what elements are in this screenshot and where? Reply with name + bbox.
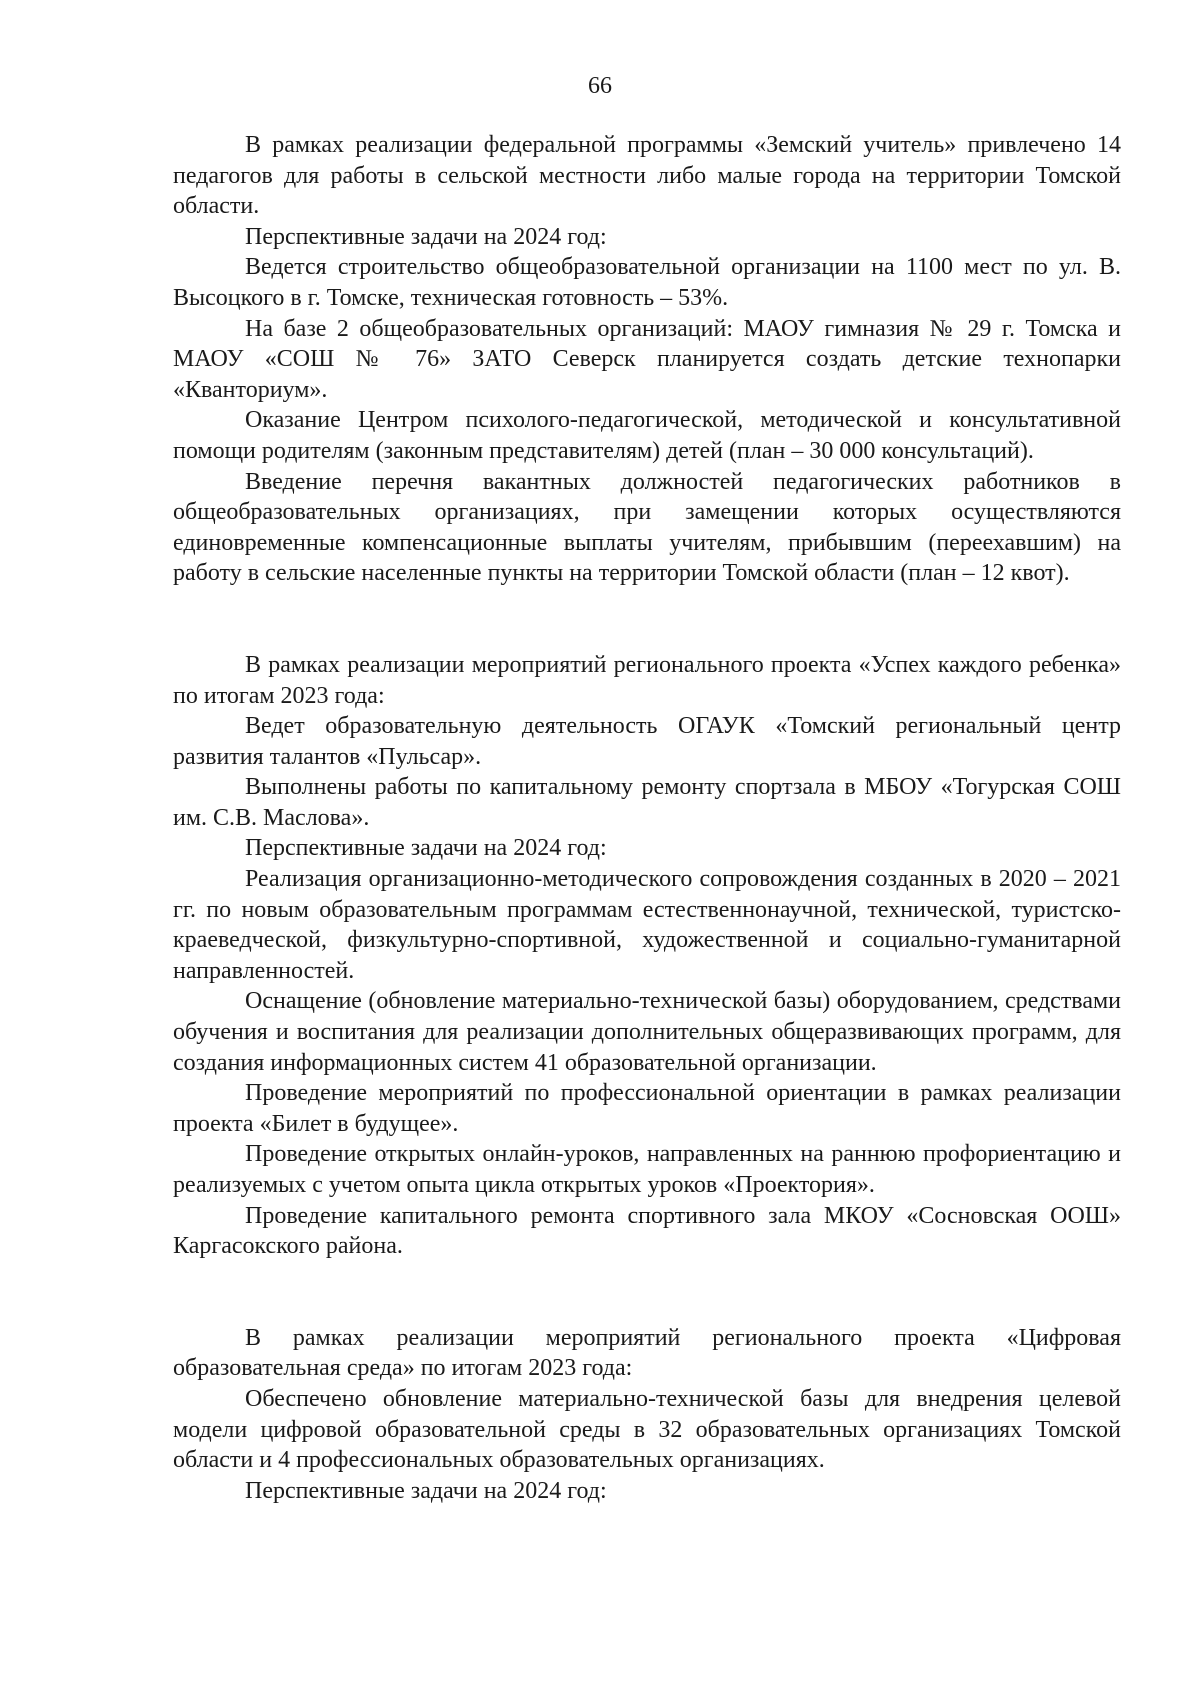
section-gap: [173, 589, 1121, 650]
section-digital-education: [173, 1323, 1121, 1507]
paragraph: Перспективные задачи на 2024 год:: [245, 1477, 607, 1504]
paragraph: Ведет образовательную деятельность ОГАУК «Томский региональный центр развития талантов «Пульсар».: [173, 713, 1121, 770]
paragraph: Перспективные задачи на 2024 год:: [245, 223, 607, 250]
paragraph: В рамках реализации федеральной программы «Земский учитель» привлечено 14 педагогов для работы в сельской местности либо малые города на территории Томской области.: [173, 132, 1121, 220]
paragraph: Введение перечня вакантных должностей педагогических работников в общеобразовательных организациях, при замещении которых осуществляются единовременные компенсационные выплаты учителям, прибывшим (переехавшим) на работу в сельские населенные пункты на территории Томской области (план – 12 квот).: [173, 468, 1121, 587]
section-zemsky-teacher: [173, 130, 1121, 589]
paragraph: На базе 2 общеобразовательных организаций: МАОУ гимназия № 29 г. Томска и МАОУ «СОШ № 76» ЗАТО Северск планируется создать детские технопарки «Кванториум».: [173, 315, 1121, 403]
paragraph: Реализация организационно-методического сопровождения созданных в 2020 – 2021 гг. по новым образовательным программам естественнонаучной, технической, туристско-краеведческой, физкультурно-спортивной, художественной и социально-гуманитарной направленностей.: [173, 866, 1121, 984]
page-number: 66: [588, 73, 612, 99]
paragraph: В рамках реализации мероприятий регионального проекта «Успех каждого ребенка» по итогам 2023 года:: [173, 651, 1121, 709]
paragraph: Перспективные задачи на 2024 год:: [245, 835, 607, 862]
paragraph: Проведение мероприятий по профессиональной ориентации в рамках реализации проекта «Билет в будущее».: [173, 1080, 1121, 1137]
section-gap: [173, 1262, 1121, 1323]
paragraph: Проведение открытых онлайн-уроков, направленных на раннюю профориентацию и реализуемых с учетом опыта цикла открытых уроков «Проектория».: [173, 1141, 1121, 1198]
document-body: [173, 130, 1121, 1506]
section-success-every-child: [173, 650, 1121, 1262]
paragraph: Выполнены работы по капитальному ремонту спортзала в МБОУ «Тогурская СОШ им. С.В. Маслова».: [173, 774, 1121, 831]
paragraph: В рамках реализации мероприятий регионального проекта «Цифровая образовательная среда» по итогам 2023 года:: [173, 1324, 1121, 1382]
paragraph: Проведение капитального ремонта спортивного зала МКОУ «Сосновская ООШ» Каргасокского района.: [173, 1202, 1121, 1260]
paragraph: Оснащение (обновление материально-технической базы) оборудованием, средствами обучения и воспитания для реализации дополнительных общеразвивающих программ, для создания информационных систем 41 образовательной организации.: [173, 988, 1121, 1076]
paragraph: Оказание Центром психолого-педагогической, методической и консультативной помощи родителям (законным представителям) детей (план – 30 000 консультаций).: [173, 407, 1121, 464]
paragraph: Обеспечено обновление материально-технической базы для внедрения целевой модели цифровой образовательной среды в 32 образовательных организациях Томской области и 4 профессиональных образовательных организациях.: [173, 1385, 1121, 1474]
paragraph: Ведется строительство общеобразовательной организации на 1100 мест по ул. В. Высоцкого в г. Томске, техническая готовность – 53%.: [173, 254, 1121, 311]
